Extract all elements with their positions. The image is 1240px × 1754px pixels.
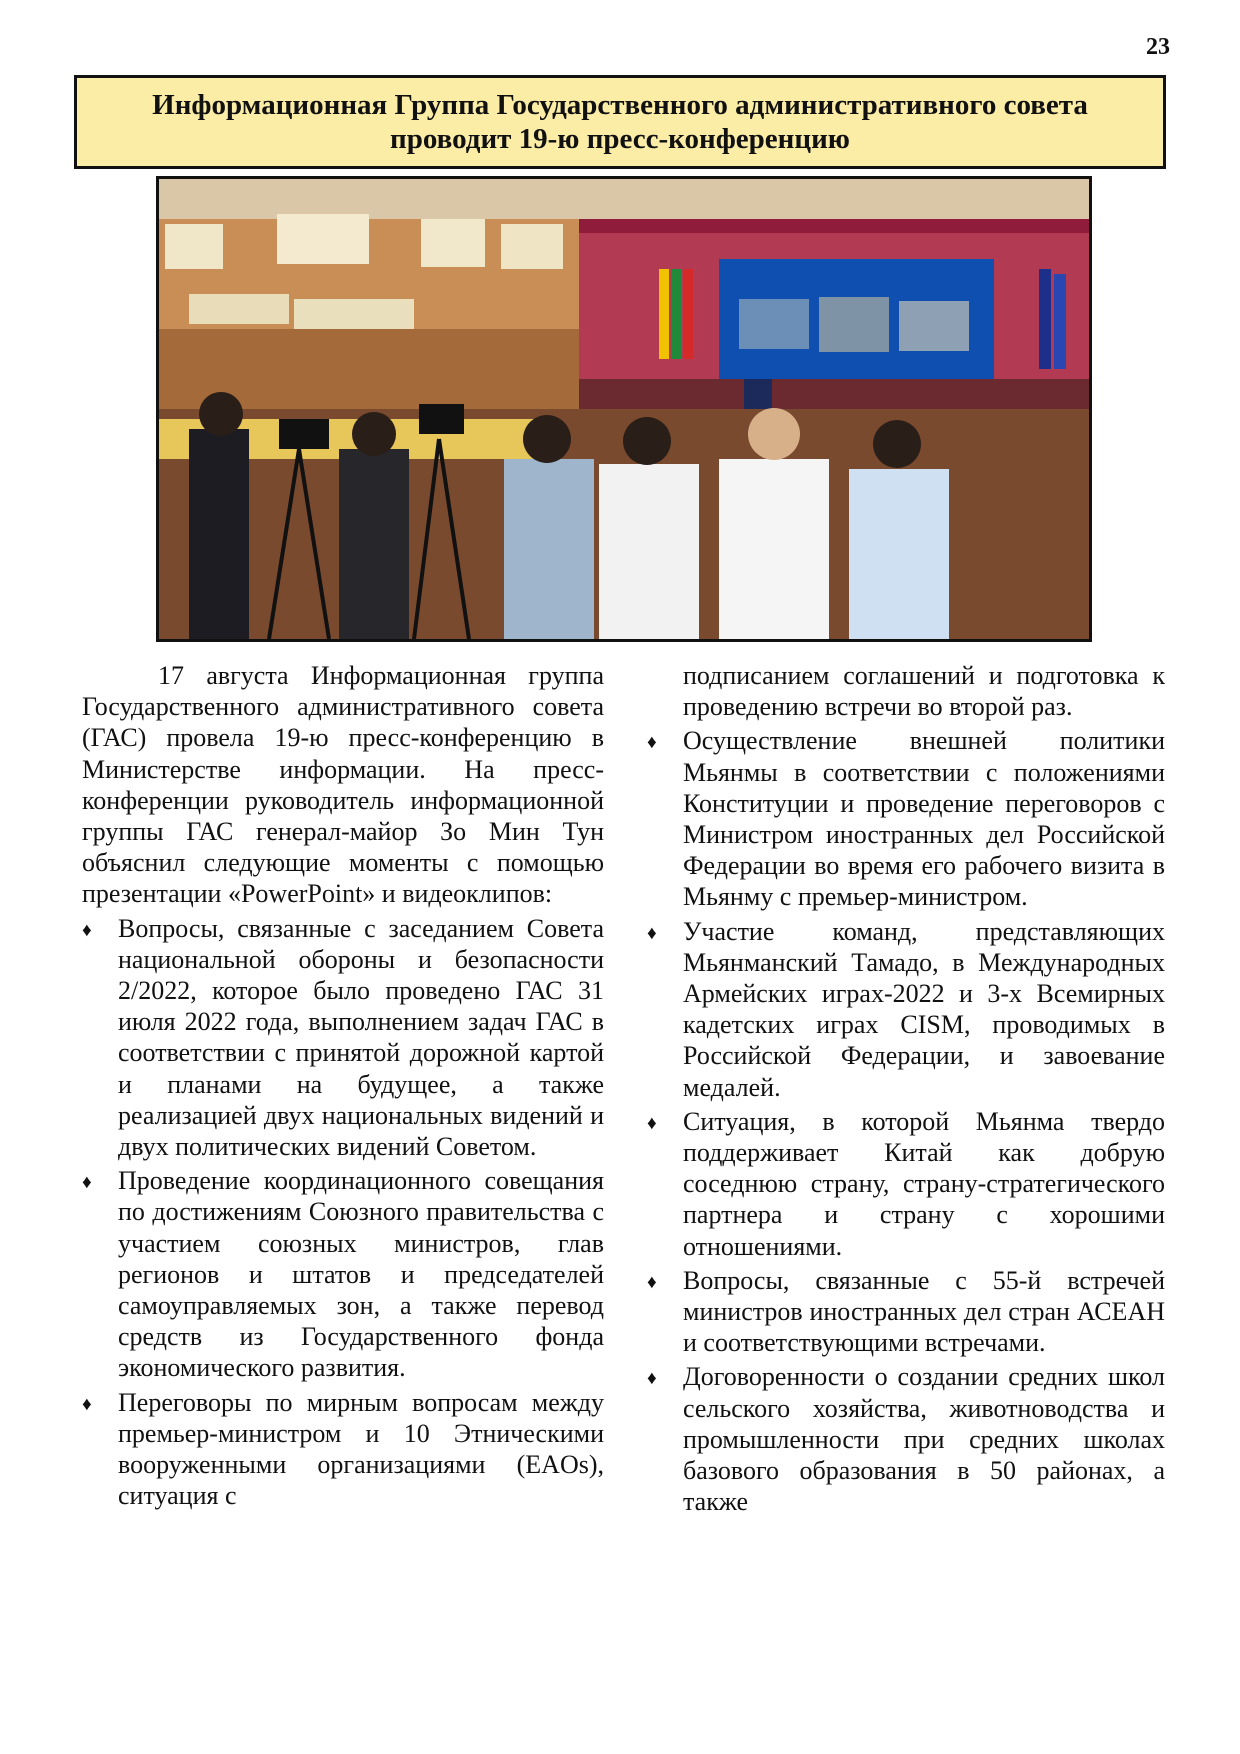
continued-paragraph: подписанием соглашений и подготовка к проведению встречи во второй раз.	[683, 661, 1165, 722]
press-conference-photo	[156, 176, 1092, 642]
diamond-bullet-icon: ♦	[647, 732, 657, 754]
diamond-bullet-icon: ♦	[82, 1393, 92, 1415]
list-item: ♦ Осуществление внешней политики Мьянмы в соответствии с положениями Конституции и проведение переговоров с Министром иностранных дел Российской Федерации во время его рабочего визита в Мьянму с премьер-министром.	[647, 726, 1165, 912]
diamond-bullet-icon: ♦	[647, 1271, 657, 1293]
list-item: ♦ Договоренности о создании средних школ сельского хозяйства, животноводства и промышленности при средних школах базового образования в 50 районах, а также	[647, 1362, 1165, 1517]
list-item: ♦ Переговоры по мирным вопросам между премьер-министром и 10 Этническими вооруженными организациями (EAOs), ситуация с	[82, 1387, 604, 1511]
article-title	[74, 75, 1166, 169]
right-column	[647, 660, 1165, 1517]
list-item: ♦ Ситуация, в которой Мьянма твердо поддерживает Китай как добрую соседнюю страну, страну-стратегического партнера и страну с хорошими отношениями.	[647, 1106, 1165, 1261]
diamond-bullet-icon: ♦	[82, 1172, 92, 1194]
diamond-bullet-icon: ♦	[82, 919, 92, 941]
diamond-bullet-icon: ♦	[647, 922, 657, 944]
article-title-line-1: Информационная Группа Государственного административного совета	[152, 89, 1088, 121]
intro-paragraph: 17 августа Информационная группа Государственного административного совета (ГАС) провела 19-ю пресс-конференцию в Министерстве информации. На пресс-конференции руководитель информационной группы ГАС генерал-майор Зо Мин Тун объяснил следующие моменты с помощью презентации «PowerPoint» и видеоклипов:	[82, 661, 604, 909]
list-item: ♦ Вопросы, связанные с 55-й встречей министров иностранных дел стран АСЕАН и соответствующими встречами.	[647, 1265, 1165, 1358]
page-number: 23	[1146, 34, 1170, 60]
right-bullet-list	[647, 725, 1165, 1517]
diamond-bullet-icon: ♦	[647, 1112, 657, 1134]
list-item: ♦ Участие команд, представляющих Мьянманский Тамадо, в Международных Армейских играх-2022 и 3-х Всемирных кадетских играх CISM, проводимых в Российской Федерации, и завоевание медалей.	[647, 916, 1165, 1102]
list-item: ♦ Вопросы, связанные с заседанием Совета национальной обороны и безопасности 2/2022, которое было проведено ГАС 31 июля 2022 года, выполнением задач ГАС в соответствии с принятой дорожной картой и планами на будущее, а также реализацией двух национальных видений и двух политических видений Советом.	[82, 913, 604, 1162]
left-bullet-list	[82, 913, 604, 1512]
diamond-bullet-icon: ♦	[647, 1368, 657, 1390]
list-item: ♦ Проведение координационного совещания по достижениям Союзного правительства с участием союзных министров, глав регионов и штатов и председателей самоуправляемых зон, а также перевод средств из Государственного фонда экономического развития.	[82, 1166, 604, 1383]
article-title-line-2: проводит 19-ю пресс-конференцию	[390, 123, 850, 155]
left-column	[82, 660, 604, 1511]
